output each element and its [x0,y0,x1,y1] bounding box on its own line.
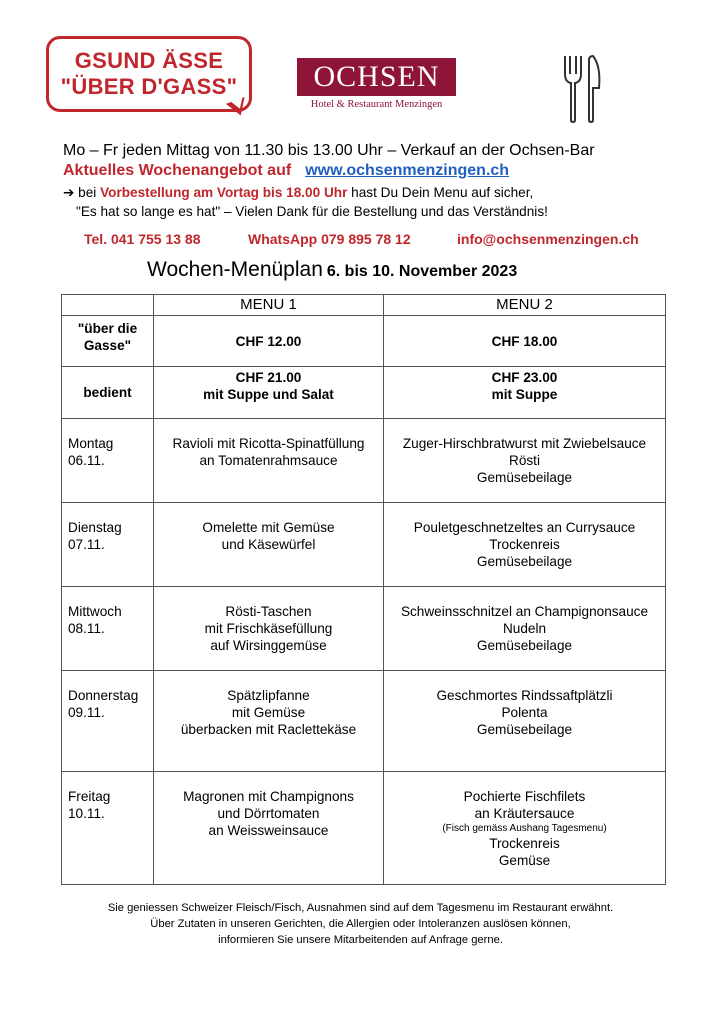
day-cell: Dienstag 07.11. [62,503,154,587]
day-cell: Mittwoch 08.11. [62,587,154,671]
email-address[interactable]: info@ochsenmenzingen.ch [457,231,639,247]
price-label: bedient [62,367,154,419]
menu-2-dish: Zuger-Hirschbratwurst mit Zwiebelsauce Rösti Gemüsebeilage [384,419,666,503]
header-menu-2: MENU 2 [384,295,666,316]
menu-2-dish: Geschmortes Rindssaftplätzli Polenta Gemüsebeilage [384,671,666,772]
day-row-friday [62,772,666,885]
price-menu-1: CHF 12.00 [154,316,384,367]
price-row-takeaway [62,316,666,367]
menu-1-dish: Rösti-Taschen mit Frischkäsefüllung auf Wirsinggemüse [154,587,384,671]
day-row-thursday [62,671,666,772]
menu-2-dish: Schweinsschnitzel an Champignonsauce Nudeln Gemüsebeilage [384,587,666,671]
week-date: 6. bis 10. November 2023 [326,263,518,280]
menu-2-dish: Pouletgeschnetzeltes an Currysauce Trockenreis Gemüsebeilage [384,503,666,587]
opening-hours: Mo – Fr jeden Mittag von 11.30 bis 13.00 Uhr – Verkauf an der Ochsen-Bar [63,142,595,159]
badge-line-2: "ÜBER D'GASS" [60,74,238,99]
header-empty [62,295,154,316]
menu-1-dish: Ravioli mit Ricotta-Spinatfüllung an Tomatenrahmsauce [154,419,384,503]
day-cell: Donnerstag 09.11. [62,671,154,772]
right-arrow-icon: ➔ [63,185,75,200]
day-row-tuesday [62,503,666,587]
weekly-offer-line [63,162,509,180]
price-menu-1: CHF 21.00 mit Suppe und Salat [154,367,384,419]
table-header-row [62,295,666,316]
phone-number[interactable]: Tel. 041 755 13 88 [84,231,201,247]
footer-note: Sie geniessen Schweizer Fleisch/Fisch, Ausnahmen sind auf dem Tagesmenu im Restaurant erwähnt. Über Zutaten in unseren Gerichten, die Allergien oder Intoleranzen auslösen können, informieren Sie unsere Mitarbeitenden auf Anfrage gerne. [107,902,614,946]
preorder-highlight: Vorbestellung am Vortag bis 18.00 Uhr [100,185,348,200]
menu-1-dish: Spätzlipfanne mit Gemüse überbacken mit Raclettekäse [154,671,384,772]
whatsapp-number[interactable]: WhatsApp 079 895 78 12 [248,231,411,247]
menu-2-dish: Pochierte Fischfilets an Kräutersauce (Fisch gemäss Aushang Tagesmenu) Trockenreis Gemüse [384,772,666,885]
price-menu-2: CHF 23.00 mit Suppe [384,367,666,419]
website-link[interactable]: www.ochsenmenzingen.ch [305,162,510,179]
badge-line-1: GSUND ÄSSE [74,48,224,73]
price-label: "über die Gasse" [62,316,154,367]
fish-note: (Fisch gemäss Aushang Tagesmenu) [442,823,607,834]
menu-1-dish: Magronen mit Champignons und Dörrtomaten an Weissweinsauce [154,772,384,885]
contact-line [84,231,639,247]
day-cell: Montag 06.11. [62,419,154,503]
slogan-badge [46,36,252,112]
thanks-line: "Es hat so lange es hat" – Vielen Dank für die Bestellung und das Verständnis! [76,204,548,219]
menu-table [61,294,666,885]
page-title: Wochen-Menüplan 6. bis 10. November 2023 [147,258,518,281]
ochsen-logo: OCHSEN [297,58,456,96]
day-cell: Freitag 10.11. [62,772,154,885]
day-row-monday [62,419,666,503]
preorder-line: ➔ bei Vorbestellung am Vortag bis 18.00 Uhr hast Du Dein Menu auf sicher, [63,185,534,200]
price-row-served [62,367,666,419]
menu-1-dish: Omelette mit Gemüse und Käsewürfel [154,503,384,587]
weekly-offer-label: Aktuelles Wochenangebot auf [63,162,292,179]
header-menu-1: MENU 1 [154,295,384,316]
fork-knife-icon [559,52,603,124]
logo-subtitle: Hotel & Restaurant Menzingen [310,99,443,110]
day-row-wednesday [62,587,666,671]
price-menu-2: CHF 18.00 [384,316,666,367]
